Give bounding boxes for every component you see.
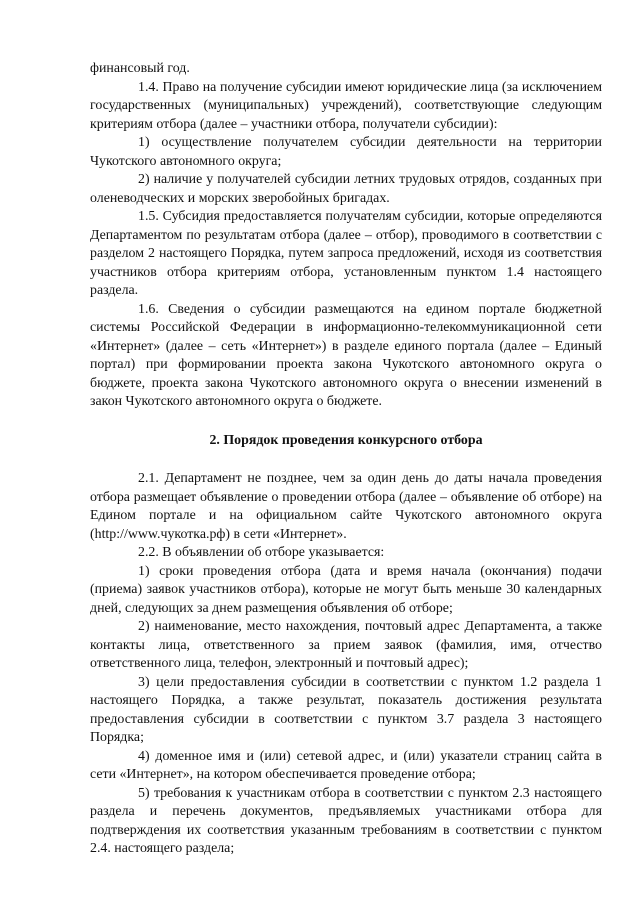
section-heading: 2. Порядок проведения конкурсного отбора: [209, 432, 483, 448]
paragraph-1-4-item-2: 2) наличие у получателей субсидии летних трудовых отрядов, созданных при оленеводческих и морских зверобойных бригадах.: [90, 172, 602, 206]
paragraph-2-2-item-2: 2) наименование, место нахождения, почтовый адрес Департамента, а также контакты лица, ответственного за прием заявок (фамилия, имя, отчество ответственного лица, телефон, электронный и почтовый адрес);: [90, 619, 602, 671]
paragraph-2-2-item-4: 4) доменное имя и (или) сетевой адрес, и (или) указатели страниц сайта в сети «Интернет», на котором обеспечивается проведение отбора;: [90, 748, 602, 782]
paragraph-2-2: 2.2. В объявлении об отборе указывается:: [138, 545, 385, 560]
paragraph-2-1: 2.1. Департамент не позднее, чем за один день до даты начала проведения отбора размещает объявление о проведении отбора (далее – объявление об отборе) на Едином портале и на официальном сайте Чукотского автономного округа (http://www.чукотка.рф) в сети «Интернет».: [90, 471, 602, 542]
paragraph-year-end: финансовый год.: [90, 61, 190, 76]
paragraph-1-5: 1.5. Субсидия предоставляется получателям субсидии, которые определяются Департаментом по результатам отбора (далее – отбор), проводимого в соответствии с разделом 2 настоящего Порядка, путем запроса предложений, исходя из соответствия участников отбора критериям отбора, установленным пунктом 1.4 настоящего раздела.: [90, 209, 602, 298]
paragraph-2-2-item-5: 5) требования к участникам отбора в соответствии с пунктом 2.3 настоящего раздела и перечень документов, предъявляемых участниками отбора для подтверждения их соответствия указанным требованиям в соответствии с пунктом 2.4. настоящего раздела;: [90, 785, 602, 856]
paragraph-1-4: 1.4. Право на получение субсидии имеют юридические лица (за исключением государственных (муниципальных) учреждений), соответствующие следующим критериям отбора (далее – участники отбора, получатели субсидии):: [90, 79, 602, 132]
paragraph-2-2-item-3: 3) цели предоставления субсидии в соответствии с пунктом 1.2 раздела 1 настоящего Порядка, а также результат, показатель достижения результата предоставления субсидии в соответствии с пунктом 3.7 раздела 3 настоящего Порядка;: [90, 674, 602, 745]
paragraph-1-6: 1.6. Сведения о субсидии размещаются на едином портале бюджетной системы Российской Федерации в информационно-телекоммуникационной сети «Интернет» (далее – сеть «Интернет») в разделе единого портала (далее – Единый портал) при формировании проекта закона Чукотского автономного округа о бюджете, проекта закона Чукотского автономного округа о внесении изменений в закон Чукотского автономного округа о бюджете.: [90, 301, 602, 409]
paragraph-1-4-item-1: 1) осуществление получателем субсидии деятельности на территории Чукотского автономного округа;: [90, 135, 602, 169]
document-page: [90, 60, 602, 859]
paragraph-2-2-item-1: 1) сроки проведения отбора (дата и время начала (окончания) подачи (приема) заявок участников отбора), которые не могут быть меньше 30 календарных дней, следующих за днем размещения объявления об отборе;: [90, 563, 602, 616]
